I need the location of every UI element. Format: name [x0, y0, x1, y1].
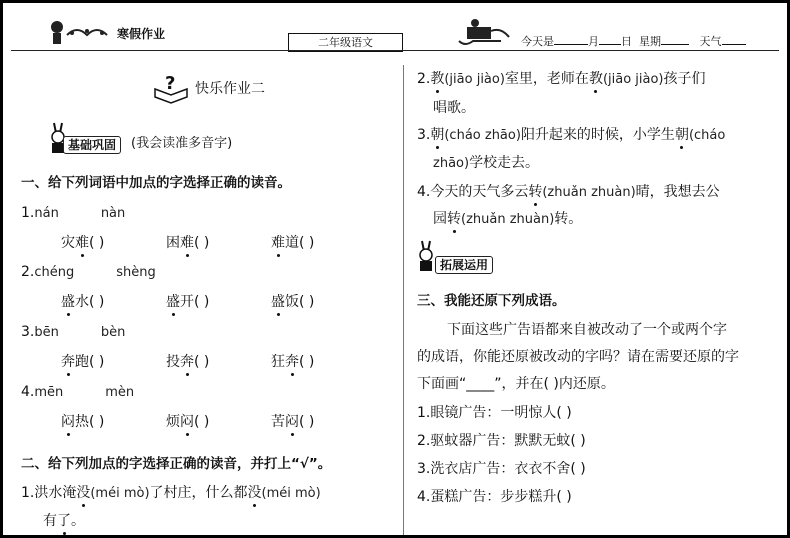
- q3-para-line2: 的成语，你能还原被改动的字吗？请在需要还原的字: [417, 349, 739, 365]
- q1-word-item: 闷热( ): [61, 414, 105, 430]
- q1-word-item: 投奔( ): [166, 354, 210, 370]
- page-title: 快乐作业二: [195, 81, 265, 97]
- q2-item-2-line1: 2.教(jiāo jiào)室里，老师在教(jiāo jiào)孩子们: [417, 71, 706, 87]
- q1-word-item: 盛开( ): [166, 294, 210, 310]
- section-tag-basic: 基础巩固: [63, 136, 121, 154]
- q1-word-item: 困难( ): [166, 235, 210, 251]
- q1-pinyin-option: nàn: [100, 206, 126, 221]
- q2-heading: 二、给下列加点的字选择正确的读音，并打上“√”。: [21, 456, 332, 472]
- dotted-char: 盛: [61, 294, 75, 310]
- q2-item-1-line1: 1.洪水淹没(méi mò)了村庄，什么都没(méi mò): [21, 485, 321, 501]
- dotted-char: 闷: [180, 414, 194, 430]
- q2-item-4-line1: 4.今天的天气多云转(zhuǎn zhuàn)晴，我想去公: [417, 184, 720, 200]
- q3-item: 2.驱蚊器广告：默默无蚊( ): [417, 433, 586, 449]
- q1-pinyin-option: bēn: [34, 325, 59, 340]
- section-tag-extend: 拓展运用: [435, 256, 493, 274]
- q3-para-line1: 下面这些广告语都来自被改动了一个或两个字: [447, 322, 727, 338]
- dotted-char: 闷: [285, 414, 299, 430]
- svg-text:?: ?: [165, 73, 176, 94]
- q1-item-number: 1.: [21, 205, 35, 221]
- dotted-char: 闷: [61, 414, 75, 430]
- dotted-char: 难: [75, 235, 89, 251]
- section-note: (我会读准多音字): [131, 136, 233, 151]
- q1-pinyin-line: [21, 383, 134, 402]
- q1-word-item: 苦闷( ): [271, 414, 315, 430]
- q1-pinyin-line: [21, 323, 125, 342]
- subject-label: 二年级语文: [318, 36, 373, 49]
- q1-word-item: 奔跑( ): [61, 354, 105, 370]
- brand-title: 寒假作业: [117, 27, 166, 41]
- dotted-char: 盛: [166, 294, 180, 310]
- q1-pinyin-line: [21, 204, 125, 223]
- q1-pinyin-line: [21, 263, 156, 282]
- column-divider: [403, 65, 404, 535]
- q1-word-item: 灾难( ): [61, 235, 105, 251]
- dotted-char: 盛: [271, 294, 285, 310]
- q1-item-number: 4.: [21, 384, 35, 400]
- dotted-char: 奔: [61, 354, 75, 370]
- dotted-char: 难: [271, 235, 285, 251]
- q1-pinyin-option: bèn: [100, 325, 126, 340]
- sleigh-icon: [455, 17, 515, 51]
- dotted-char: 奔: [180, 354, 194, 370]
- q1-pinyin-option: mèn: [105, 385, 135, 400]
- q1-word-item: 盛水( ): [61, 294, 105, 310]
- q3-para-line3: 下面画“____”，并在( )内还原。: [417, 376, 615, 392]
- q2-item-4-line2: 园转(zhuǎn zhuàn)转。: [433, 211, 583, 227]
- q3-item: 4.蛋糕广告：步步糕升( ): [417, 489, 572, 505]
- q3-heading: 三、我能还原下列成语。: [417, 293, 566, 309]
- header-rule: [11, 50, 779, 51]
- q1-pinyin-option: chéng: [34, 265, 75, 280]
- q1-item-number: 2.: [21, 264, 35, 280]
- q1-pinyin-option: shèng: [116, 265, 156, 280]
- q1-item-number: 3.: [21, 324, 35, 340]
- q1-word-item: 狂奔( ): [271, 354, 315, 370]
- q1-word-item: 盛饭( ): [271, 294, 315, 310]
- q1-heading: 一、给下列词语中加点的字选择正确的读音。: [21, 175, 291, 191]
- q3-item: 3.洗衣店广告：衣衣不舍( ): [417, 461, 586, 477]
- q1-pinyin-option: mēn: [34, 385, 64, 400]
- date-line: 今天是 月 日 星期 天气: [521, 33, 746, 49]
- q1-word-item: 难道( ): [271, 235, 315, 251]
- q1-pinyin-option: nán: [34, 206, 59, 221]
- dotted-char: 难: [180, 235, 194, 251]
- dotted-char: 奔: [285, 354, 299, 370]
- q2-item-1-line2: 有了。: [43, 513, 85, 529]
- q2-item-2-line2: 唱歌。: [433, 100, 475, 116]
- q1-word-item: 烦闷( ): [166, 414, 210, 430]
- rabbit-mascot-icon: [415, 239, 437, 277]
- q3-item: 1.眼镜广告：一明惊人( ): [417, 405, 572, 421]
- cartoon-kid-icon: [47, 17, 117, 49]
- question-book-icon: [153, 71, 193, 109]
- q2-item-3-line2: zhāo)学校走去。: [433, 155, 540, 171]
- q2-item-3-line1: 3.朝(cháo zhāo)阳升起来的时候，小学生朝(cháo: [417, 127, 726, 143]
